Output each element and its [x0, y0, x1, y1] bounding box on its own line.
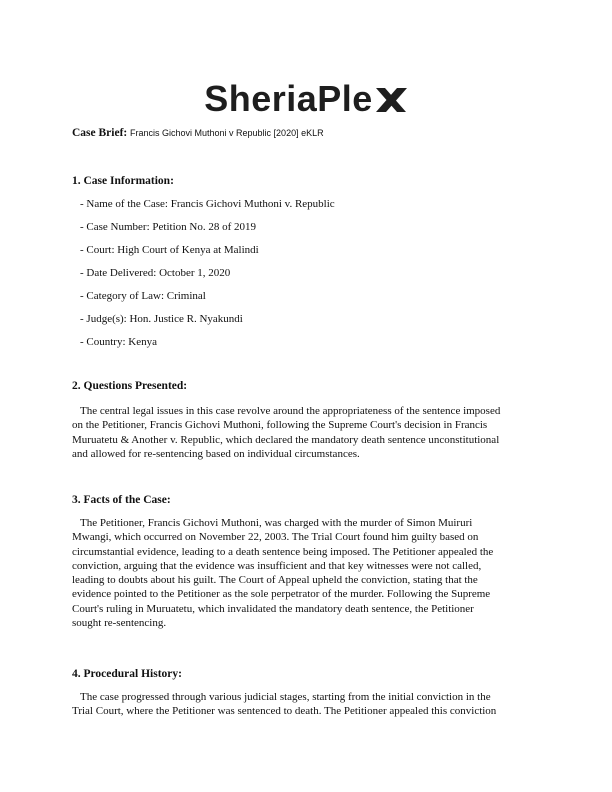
paragraph-line: Muruatetu & Another v. Republic, which declared the mandatory death sentence unconstitutional	[72, 433, 500, 446]
paragraph-line: leading to doubts about his guilt. The Court of Appeal upheld the conviction, stating that the	[72, 574, 478, 587]
paragraph-line: The Petitioner, Francis Gichovi Muthoni, was charged with the murder of Simon Muiruri	[72, 517, 473, 529]
case-info-item: - Category of Law: Criminal	[80, 290, 206, 302]
paragraph-line: Court's ruling in Muruatetu, which invalidated the mandatory death sentence, the Petitioner	[72, 602, 474, 615]
section-heading-facts-of-the-case: 3. Facts of the Case:	[72, 494, 171, 506]
case-info-item: - Country: Kenya	[80, 336, 157, 348]
case-info-item: - Date Delivered: October 1, 2020	[80, 267, 231, 279]
paragraph-line: and allowed for re-sentencing based on individual circumstances.	[72, 447, 360, 460]
case-brief-label: Case Brief:	[72, 127, 128, 139]
case-info-item: - Court: High Court of Kenya at Malindi	[80, 244, 259, 256]
case-info-item: - Name of the Case: Francis Gichovi Muthoni v. Republic	[80, 198, 335, 210]
paragraph-line: Mwangi, which occurred on November 22, 2003. The Trial Court found him guilty based on	[72, 531, 479, 544]
case-brief-title: Francis Gichovi Muthoni v Republic [2020] eKLR	[130, 128, 324, 138]
section-heading-questions-presented: 2. Questions Presented:	[72, 380, 188, 392]
paragraph-line: The case progressed through various judicial stages, starting from the initial conviction in the	[72, 691, 491, 703]
paragraph-line: Trial Court, where the Petitioner was sentenced to death. The Petitioner appealed this conviction	[72, 705, 497, 718]
logo-x-mark	[374, 86, 408, 114]
sheriaplex-logo	[0, 78, 612, 120]
logo-text: SheriaPle	[204, 78, 373, 119]
paragraph-line: on the Petitioner, Francis Gichovi Muthoni, following the Supreme Court's decision in Francis	[72, 419, 488, 432]
paragraph-line: sought re-sentencing.	[72, 617, 167, 630]
questions-paragraph	[72, 404, 544, 461]
paragraph-line: conviction, arguing that the evidence was insufficient and that key witnesses were not called,	[72, 559, 482, 572]
history-paragraph	[72, 690, 544, 719]
paragraph-line: circumstantial evidence, leading to a death sentence being imposed. The Petitioner appealed the	[72, 545, 494, 558]
paragraph-line: The central legal issues in this case revolve around the appropriateness of the sentence imposed	[72, 405, 501, 417]
case-info-item: - Case Number: Petition No. 28 of 2019	[80, 221, 256, 233]
case-brief-line	[72, 127, 324, 139]
section-heading-case-information: 1. Case Information:	[72, 175, 174, 187]
section-heading-procedural-history: 4. Procedural History:	[72, 668, 182, 680]
case-info-item: - Judge(s): Hon. Justice R. Nyakundi	[80, 313, 243, 325]
paragraph-line: evidence pointed to the Petitioner as the sole perpetrator of the murder. Following the Supreme	[72, 588, 491, 601]
facts-paragraph	[72, 516, 544, 630]
